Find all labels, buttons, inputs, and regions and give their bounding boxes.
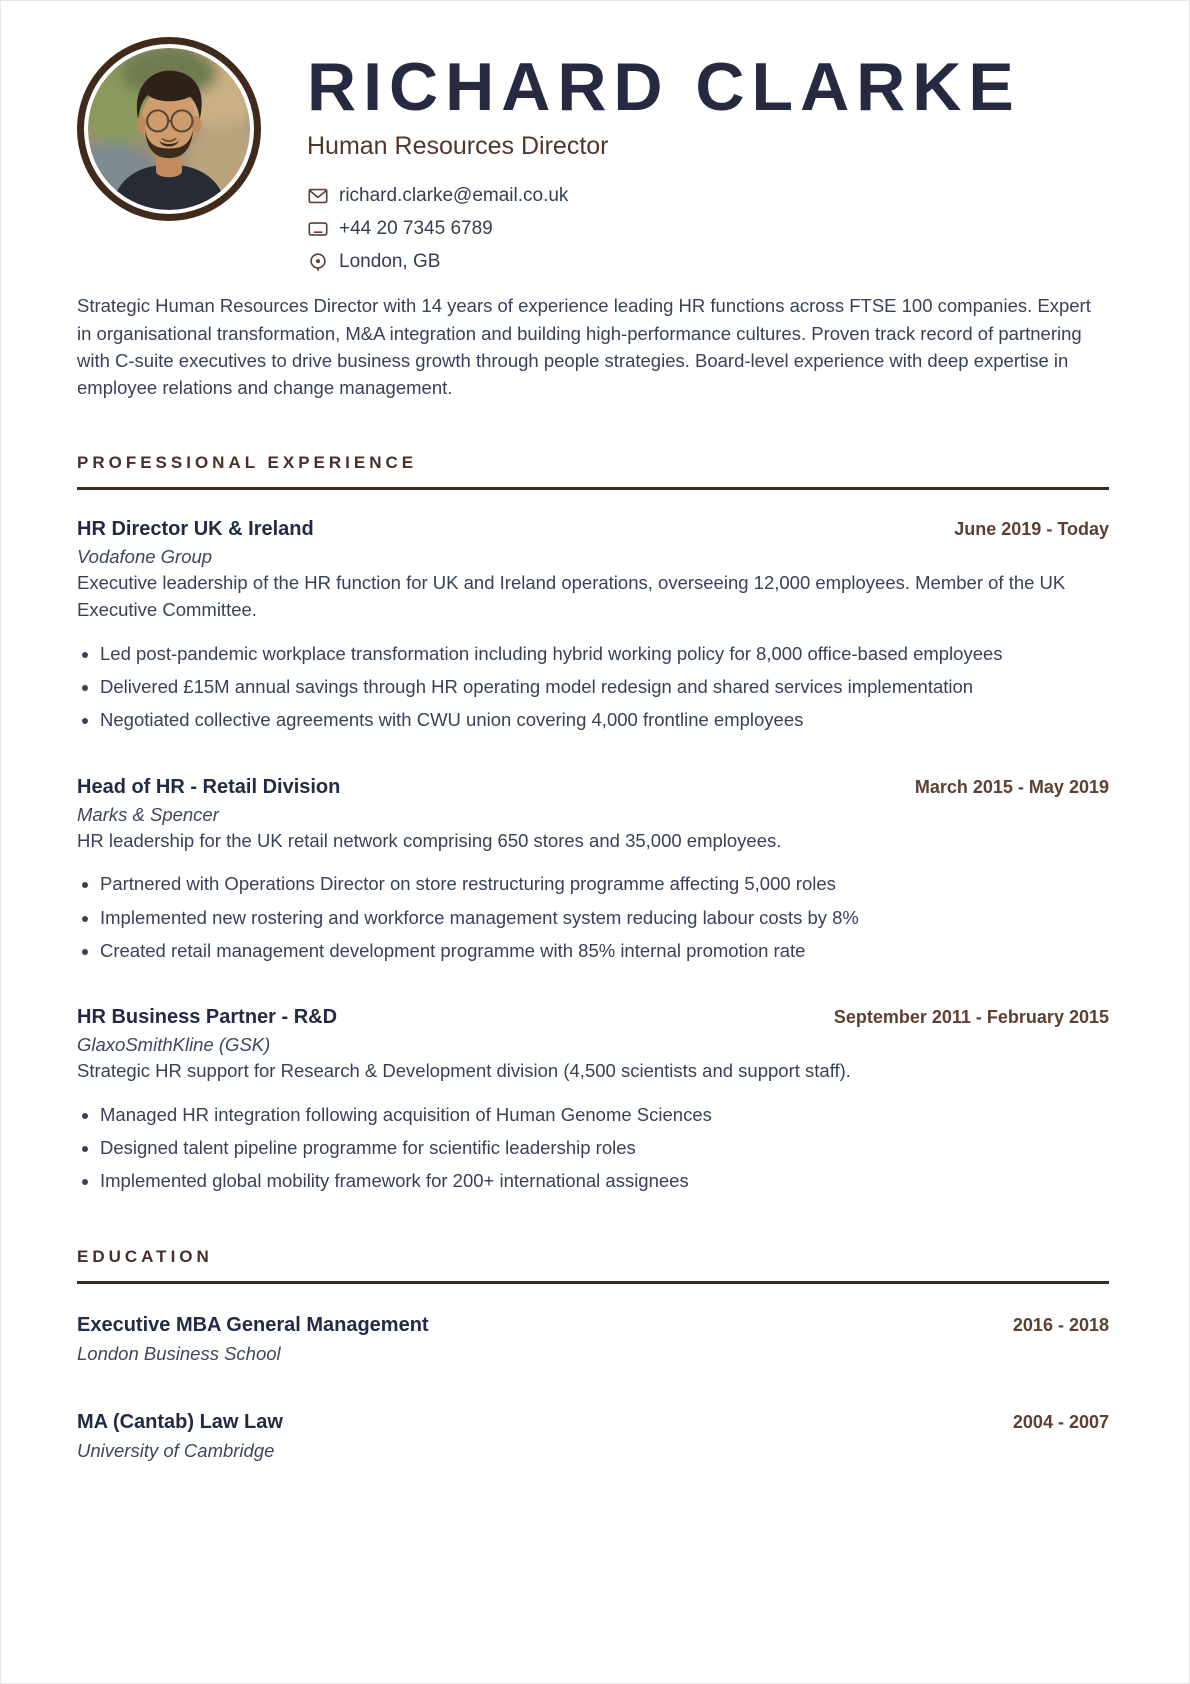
job-bullet: • Managed HR integration following acquisition of Human Genome Sciences [100,1102,1109,1128]
job-description: HR leadership for the UK retail network comprising 650 stores and 35,000 employees. [77,829,782,851]
job-bullet: • Created retail management development programme with 85% internal promotion rate [100,938,1109,964]
job-company: Marks & Spencer [77,803,219,825]
person-name: RICHARD CLARKE [307,49,1021,125]
job-dates: September 2011 - February 2015 [833,1007,1109,1028]
job-entry [77,518,1109,733]
experience-heading: PROFESSIONAL EXPERIENCE [77,453,418,473]
location-icon [307,251,329,273]
profile-photo [77,37,261,221]
job-dates: June 2019 - Today [954,519,1109,540]
job-bullet-list [77,641,1109,734]
job-description: Strategic HR support for Research & Development division (4,500 scientists and support staff). [77,1060,851,1082]
job-bullet: • Negotiated collective agreements with CWU union covering 4,000 frontline employees [100,707,1109,733]
education-entry [77,1314,1109,1365]
profile-photo-image [88,48,250,210]
contact-phone-value: +44 20 7345 6789 [339,218,493,240]
job-company: Vodafone Group [77,546,213,568]
job-title: Head of HR - Retail Division [77,775,341,798]
education-entry [77,1411,1109,1462]
education-dates: 2016 - 2018 [1012,1314,1109,1335]
job-description: Executive leadership of the HR function for UK and Ireland operations, overseeing 12,000 employees. Member of the UK Executive Committee. [77,572,1066,620]
job-header [77,518,1109,541]
education-header [77,1314,1109,1337]
header-main [307,37,1021,284]
contact-phone [307,218,1021,240]
contact-email-value: richard.clarke@email.co.uk [339,185,569,207]
summary-paragraph: Strategic Human Resources Director with 14 years of experience leading HR functions across FTSE 100 companies. Expert in organisational transformation, M&A integration and building high-performance cultures. Proven track record of partnering with C-suite executives to drive business growth through people strategies. Board-level experience with deep expertise in employee relations and change management. [77,295,1091,398]
education-header [77,1411,1109,1434]
phone-icon [307,218,329,240]
section-divider [77,487,1109,490]
job-entry [77,776,1109,965]
job-bullet-list [77,1102,1109,1195]
job-bullet: • Implemented new rostering and workforce management system reducing labour costs by 8% [100,905,1109,931]
header [77,37,1109,284]
person-title: Human Resources Director [307,132,609,161]
education-dates: 2004 - 2007 [1012,1411,1109,1432]
education-school: London Business School [77,1342,281,1364]
job-list [77,518,1109,1195]
education-degree: MA (Cantab) Law Law [77,1410,283,1433]
job-bullet: • Partnered with Operations Director on store restructuring programme affecting 5,000 roles [100,871,1109,897]
section-experience [77,453,1109,1195]
job-title: HR Director UK & Ireland [77,518,314,541]
job-header [77,1006,1109,1029]
job-dates: March 2015 - May 2019 [914,776,1109,797]
contact-list [307,185,1021,273]
section-education [77,1247,1109,1462]
contact-email [307,185,1021,207]
email-icon [307,185,329,207]
education-heading: EDUCATION [77,1246,213,1266]
job-title: HR Business Partner - R&D [77,1006,338,1029]
contact-location [307,251,1021,273]
job-bullet: • Implemented global mobility framework for 200+ international assignees [100,1168,1109,1194]
education-degree: Executive MBA General Management [77,1313,429,1336]
job-entry [77,1006,1109,1195]
job-company: GlaxoSmithKline (GSK) [77,1034,271,1056]
job-bullet: • Led post-pandemic workplace transformation including hybrid working policy for 8,000 office-based employees [100,641,1109,667]
job-header [77,776,1109,799]
education-list [77,1314,1109,1462]
section-divider [77,1281,1109,1284]
education-school: University of Cambridge [77,1439,275,1461]
job-bullet-list [77,871,1109,964]
job-bullet: • Designed talent pipeline programme for scientific leadership roles [100,1135,1109,1161]
contact-location-value: London, GB [339,251,441,273]
job-bullet: • Delivered £15M annual savings through HR operating model redesign and shared services implementation [100,674,1109,700]
